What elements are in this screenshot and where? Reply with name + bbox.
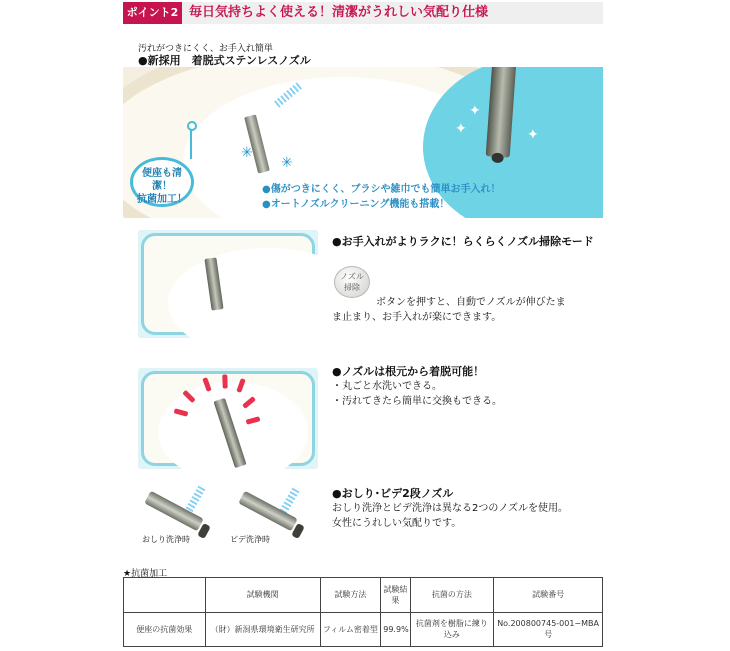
callout-line-1: 便座も清潔！ [142, 168, 182, 192]
callout-stick [190, 129, 192, 159]
section-1-body-line-2: ま止まり、お手入れが楽にできます。 [332, 312, 502, 323]
detachable-nozzle-image [138, 368, 318, 469]
nozzle-clean-button-icon [334, 266, 370, 298]
sparkle-icon: ✦ [527, 127, 539, 143]
table-cell: No.200800745-001−MBA号 [494, 612, 603, 647]
section-1-title: ●お手入れがよりラクに！らくらくノズル掃除モード [332, 235, 594, 248]
section-2-title: ●ノズルは根元から着脱可能！ [332, 365, 485, 378]
table-header-row [124, 578, 603, 613]
motion-dash [222, 374, 227, 388]
header-title: 毎日気持ちよく使える！清潔がうれしい気配り仕様 [189, 5, 489, 20]
hero-line-1: ●傷がつきにくく、ブラシや雑巾でも簡単お手入れ！ [262, 184, 501, 195]
antibacterial-caption: ★抗菌加工 [123, 569, 168, 579]
hero-line-2: ●オートノズルクリーニング機能も搭載！ [262, 199, 450, 210]
icon-line-2: 掃除 [344, 283, 360, 292]
section-3-line-1: おしり洗浄とビデ洗浄は異なる2つのノズルを使用。 [332, 503, 568, 514]
section-3-title: ●おしり･ビデ2段ノズル [332, 487, 454, 500]
feature-title: ●新採用 着脱式ステンレスノズル [138, 54, 311, 67]
sparkle-icon: ✦ [469, 103, 481, 119]
table-cell: フィルム密着型 [320, 612, 381, 647]
dual-nozzle-image [138, 478, 318, 546]
water-spray-icon [186, 484, 207, 512]
icon-line-1: ノズル [340, 272, 364, 281]
section-2-line-2: ・汚れてきたら簡単に交換もできる。 [332, 396, 502, 407]
point-badge: ポイント2 [123, 2, 182, 24]
table-header-cell: 抗菌の方法 [410, 578, 494, 613]
table-cell: 99.9% [381, 612, 410, 647]
callout-line-2: 抗菌加工！ [137, 194, 187, 205]
table-header-cell: 試験結果 [381, 578, 410, 613]
callout-bubble [130, 157, 194, 207]
section-3-line-2: 女性にうれしい気配りです。 [332, 518, 462, 529]
table-header-cell: 試験機関 [205, 578, 320, 613]
table-header-cell: 試験番号 [494, 578, 603, 613]
sparkle-icon: ✳ [241, 145, 253, 161]
sparkle-icon: ✳ [281, 155, 293, 171]
table-row [124, 612, 603, 647]
table-header-cell [124, 578, 206, 613]
table-cell: 抗菌剤を樹脂に練り込み [410, 612, 494, 647]
table-cell: （財）新潟県環境衛生研究所 [205, 612, 320, 647]
rear-wash-label: おしり洗浄時 [142, 535, 190, 544]
sparkle-icon: ✦ [455, 121, 467, 137]
callout-pin [187, 121, 197, 131]
table-header-cell: 試験方法 [320, 578, 381, 613]
antibacterial-table [123, 577, 603, 647]
cleaning-mode-image [138, 230, 318, 338]
section-1-body-line-1: ボタンを押すと、自動でノズルが伸びたま [376, 297, 566, 308]
table-cell: 便座の抗菌効果 [124, 612, 206, 647]
section-2-line-1: ・丸ごと水洗いできる。 [332, 381, 442, 392]
sub-caption: 汚れがつきにくく、お手入れ簡単 [138, 44, 273, 54]
bidet-wash-label: ビデ洗浄時 [230, 535, 270, 544]
